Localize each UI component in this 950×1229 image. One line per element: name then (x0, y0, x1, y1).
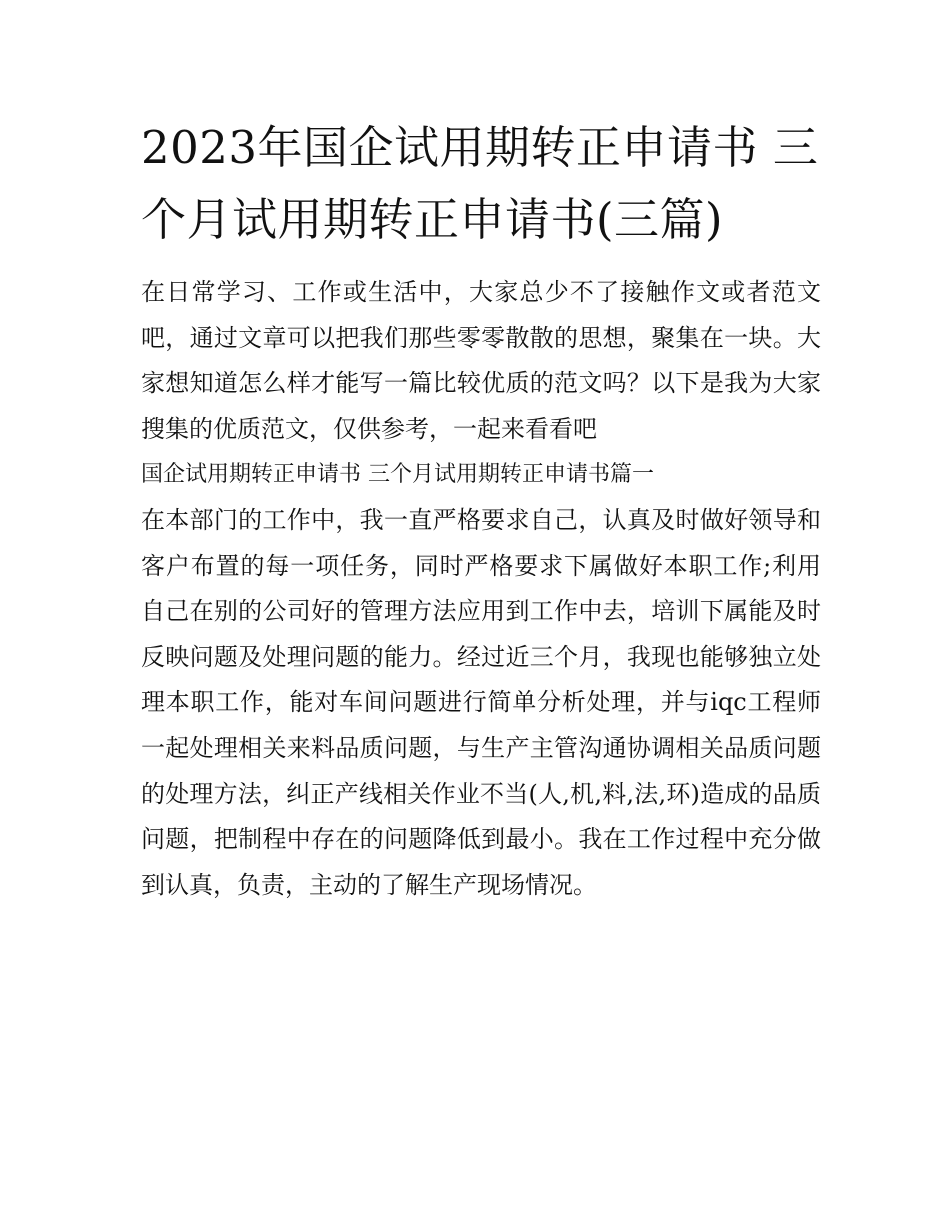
body-paragraph: 在本部门的工作中，我一直严格要求自己，认真及时做好领导和客户布置的每一项任务，同时严格要求下属做好本职工作;利用自己在别的公司好的管理方法应用到工作中去，培训下属能及时反映问题及处理问题的能力。经过近三个月，我现也能够独立处理本职工作，能对车间问题进行简单分析处理，并与iqc工程师一起处理相关来料品质问题，与生产主管沟通协调相关品质问题的处理方法，纠正产线相关作业不当(人,机,料,法,环)造成的品质问题，把制程中存在的问题降低到最小。我在工作过程中充分做到认真，负责，主动的了解生产现场情况。 (141, 505, 821, 899)
document-page (141, 112, 821, 908)
intro-paragraph: 在日常学习、工作或生活中，大家总少不了接触作文或者范文吧，通过文章可以把我们那些零零散散的思想，聚集在一块。大家想知道怎么样才能写一篇比较优质的范文吗？以下是我为大家搜集的优质范文，仅供参考，一起来看看吧 (141, 278, 821, 443)
section-heading: 国企试用期转正申请书 三个月试用期转正申请书篇一 (141, 462, 654, 488)
document-title: 2023年国企试用期转正申请书 三个月试用期转正申请书(三篇) (141, 121, 819, 246)
